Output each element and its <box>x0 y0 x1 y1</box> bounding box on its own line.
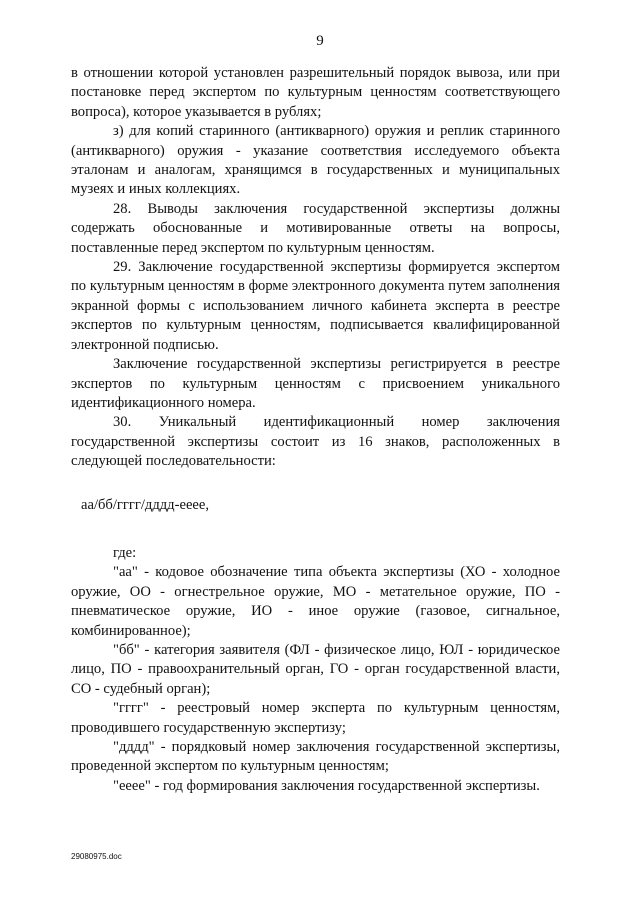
definition-dddd: "дддд" - порядковый номер заключения государственной экспертизы, проведенной экспертом по культурным ценностям; <box>71 739 560 775</box>
page-number: 9 <box>316 33 324 49</box>
paragraph-28: 28. Выводы заключения государственной экспертизы должны содержать обоснованные и мотивированные ответы на вопросы, поставленные перед экспертом по культурным ценностям. <box>71 200 560 256</box>
definition-aa: "аа" - кодовое обозначение типа объекта экспертизы (ХО - холодное оружие, ОО - огнестрельное оружие, МО - метательное оружие, ПО - пневматическое оружие, ИО - иное оружие (газовое, сигнальное, комбинированное); <box>71 564 560 639</box>
id-number-format: аа/бб/гггг/дддд-еееe, <box>81 496 210 513</box>
paragraph-continuation: в отношении которой установлен разрешительный порядок вывоза, или при постановке перед экспертом по культурным ценностям соответствующего вопроса), которое указывается в рублях; <box>71 65 560 120</box>
footer-file-code: 29080975.doc <box>71 852 122 861</box>
paragraph-29: 29. Заключение государственной экспертизы формируется экспертом по культурным ценностям в форме электронного документа путем заполнения экранной формы с использованием личного кабинета эксперта в реестре экспертов по культурным ценностям, подписывается квалифицированной электронной подписью. <box>71 259 560 353</box>
paragraph-30: 30. Уникальный идентификационный номер заключения государственной экспертизы состоит из 16 знаков, расположенных в следующей последовательности: <box>71 414 560 470</box>
paragraph-item-z: з) для копий старинного (антикварного) оружия и реплик старинного (антикварного) оружия - указание соответствия исследуемого объекта эталонам и аналогам, хранящимся в государственных и муниципальных музеях и иных коллекциях. <box>71 123 560 198</box>
definition-bb: "бб" - категория заявителя (ФЛ - физическое лицо, ЮЛ - юридическое лицо, ПО - правоохранительный орган, ГО - орган государственной власти, СО - судебный орган); <box>71 641 560 697</box>
definition-eeee: "еeee" - год формирования заключения государственной экспертизы. <box>113 777 540 794</box>
paragraph-registration: Заключение государственной экспертизы регистрируется в реестре экспертов по культурным ценностям с присвоением уникального идентификационного номера. <box>71 356 560 411</box>
body-text <box>71 64 560 796</box>
definition-gggg: "гггг" - реестровый номер эксперта по культурным ценностям, проводившего государственную экспертизу; <box>71 700 560 736</box>
where-label: где: <box>113 544 137 561</box>
